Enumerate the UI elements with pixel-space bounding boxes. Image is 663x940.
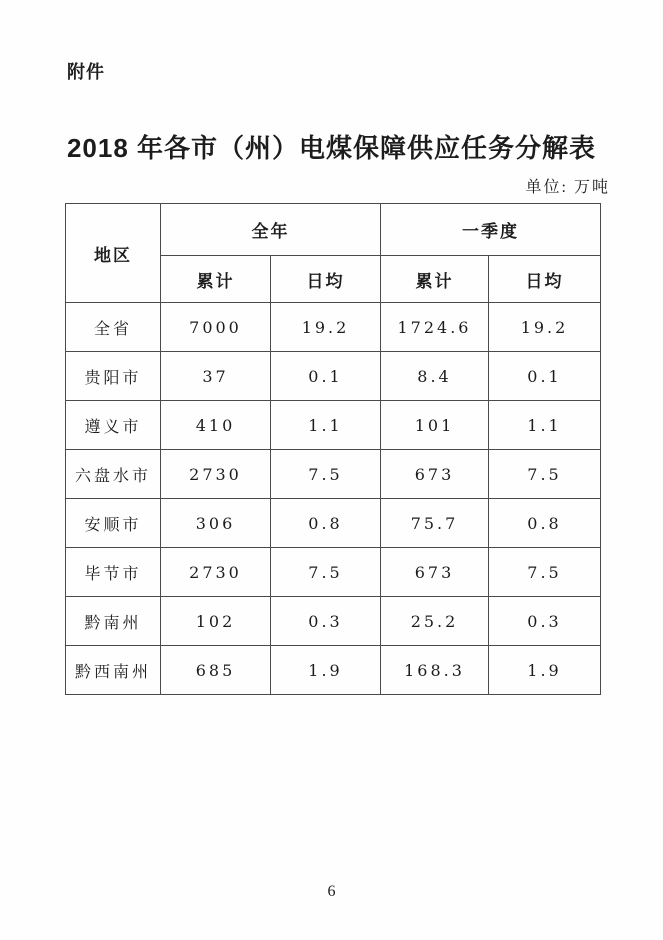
fy-cumulative-cell: 102 <box>161 597 271 646</box>
header-first-quarter: 一季度 <box>381 204 601 256</box>
q1-cumulative-cell: 1724.6 <box>381 303 489 352</box>
fy-daily-cell: 1.1 <box>271 401 381 450</box>
q1-cumulative-cell: 8.4 <box>381 352 489 401</box>
header-q1-daily-average: 日均 <box>489 256 601 303</box>
unit-note: 单位: 万吨 <box>525 179 610 196</box>
q1-cumulative-cell: 101 <box>381 401 489 450</box>
q1-daily-cell: 0.3 <box>489 597 601 646</box>
table-row <box>66 401 601 450</box>
table-row <box>66 499 601 548</box>
q1-daily-cell: 0.8 <box>489 499 601 548</box>
region-cell: 全省 <box>66 303 161 352</box>
q1-cumulative-cell: 75.7 <box>381 499 489 548</box>
q1-daily-cell: 19.2 <box>489 303 601 352</box>
fy-daily-cell: 0.1 <box>271 352 381 401</box>
header-full-year: 全年 <box>161 204 381 256</box>
header-region: 地区 <box>66 204 161 303</box>
q1-daily-cell: 1.9 <box>489 646 601 695</box>
header-fy-cumulative: 累计 <box>161 256 271 303</box>
table-row <box>66 646 601 695</box>
fy-cumulative-cell: 37 <box>161 352 271 401</box>
q1-daily-cell: 1.1 <box>489 401 601 450</box>
fy-cumulative-cell: 2730 <box>161 548 271 597</box>
table-row <box>66 597 601 646</box>
table-row <box>66 352 601 401</box>
coal-supply-table <box>65 203 601 695</box>
table-row <box>66 303 601 352</box>
fy-daily-cell: 7.5 <box>271 450 381 499</box>
q1-cumulative-cell: 673 <box>381 450 489 499</box>
region-cell: 毕节市 <box>66 548 161 597</box>
region-cell: 黔南州 <box>66 597 161 646</box>
header-q1-cumulative: 累计 <box>381 256 489 303</box>
q1-daily-cell: 7.5 <box>489 548 601 597</box>
region-cell: 遵义市 <box>66 401 161 450</box>
fy-daily-cell: 1.9 <box>271 646 381 695</box>
fy-cumulative-cell: 410 <box>161 401 271 450</box>
fy-daily-cell: 0.8 <box>271 499 381 548</box>
page-title: 2018 年各市（州）电煤保障供应任务分解表 <box>66 133 597 163</box>
table-row <box>66 450 601 499</box>
q1-cumulative-cell: 168.3 <box>381 646 489 695</box>
page-number: 6 <box>327 883 336 900</box>
fy-cumulative-cell: 7000 <box>161 303 271 352</box>
fy-cumulative-cell: 685 <box>161 646 271 695</box>
q1-daily-cell: 7.5 <box>489 450 601 499</box>
fy-daily-cell: 7.5 <box>271 548 381 597</box>
attachment-label: 附件 <box>67 62 105 82</box>
table-header-row-groups <box>66 204 601 256</box>
q1-cumulative-cell: 673 <box>381 548 489 597</box>
fy-daily-cell: 0.3 <box>271 597 381 646</box>
region-cell: 黔西南州 <box>66 646 161 695</box>
region-cell: 六盘水市 <box>66 450 161 499</box>
header-fy-daily-average: 日均 <box>271 256 381 303</box>
q1-daily-cell: 0.1 <box>489 352 601 401</box>
region-cell: 贵阳市 <box>66 352 161 401</box>
fy-cumulative-cell: 306 <box>161 499 271 548</box>
fy-cumulative-cell: 2730 <box>161 450 271 499</box>
region-cell: 安顺市 <box>66 499 161 548</box>
fy-daily-cell: 19.2 <box>271 303 381 352</box>
q1-cumulative-cell: 25.2 <box>381 597 489 646</box>
table-row <box>66 548 601 597</box>
